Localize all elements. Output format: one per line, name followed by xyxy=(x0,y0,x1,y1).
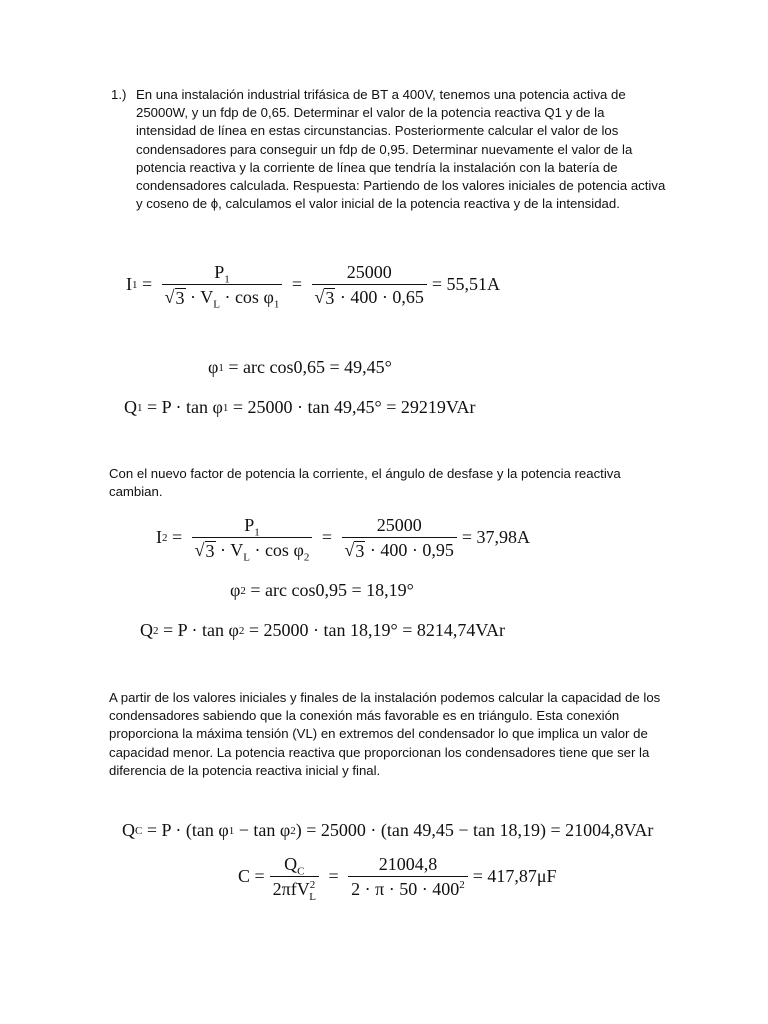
eq-superscript: 2 xyxy=(309,879,316,891)
eq-text: · 400 · 0,95 xyxy=(365,540,454,560)
problem-line: intensidad de línea en estas circunstancias. Posteriormente calcular el valor de los xyxy=(136,123,619,139)
eq-text: 3 xyxy=(325,288,335,308)
eq-subscript: 1 xyxy=(224,273,230,286)
fraction xyxy=(162,262,283,311)
eq-subscript: L xyxy=(243,551,250,564)
eq-text: 2πfV xyxy=(272,879,310,899)
eq-subscript: L xyxy=(213,298,220,311)
paragraph-line: diferencia de la potencia reactiva inicial y final. xyxy=(109,762,381,778)
eq-text: 3 xyxy=(355,541,365,561)
eq-subscript: 1 xyxy=(254,526,260,539)
eq-result: = 37,98A xyxy=(461,527,531,547)
eq-text: 3 xyxy=(175,288,185,308)
eq-symbol: Q xyxy=(124,397,137,417)
fraction xyxy=(312,262,427,307)
paragraph-3 xyxy=(109,689,660,780)
eq-subscript: 1 xyxy=(273,298,280,311)
eq-text: · V xyxy=(185,287,214,307)
eq-subscript: L xyxy=(309,890,316,903)
eq-symbol: φ xyxy=(208,357,219,377)
eq-text: = 25000 · tan 18,19° = 8214,74VAr xyxy=(244,620,506,640)
sqrt-symbol: √ 3 xyxy=(194,540,215,561)
eq-text: P xyxy=(244,515,255,535)
problem-statement xyxy=(136,86,665,213)
problem-number: 1.) xyxy=(111,87,127,102)
eq-text: Q xyxy=(284,854,298,874)
fraction xyxy=(342,515,457,560)
eq-result: = 417,87μF xyxy=(472,866,557,886)
eq-text: = arc cos0,95 = 18,19° xyxy=(245,580,414,600)
eq-text: 25000 xyxy=(376,515,422,535)
problem-line: En una instalación industrial trifásica de BT a 400V, tenemos una potencia activa de xyxy=(136,87,626,102)
paragraph-line: proporciona la máxima tensión (VL) en extremos del condensador lo que implica un valor de xyxy=(109,726,648,742)
fraction xyxy=(270,854,319,903)
equation-i1: I 1 = $P_1$ √ 3 · $V_L \cdot \cos \varphi_1$ = 25000 √ 3 · 400 · 0,65 = 55,51A xyxy=(126,262,501,311)
eq-text: P xyxy=(214,262,225,282)
eq-symbol: I xyxy=(156,527,162,547)
eq-text: = P · (tan φ xyxy=(142,820,229,840)
eq-symbol: I xyxy=(126,274,132,294)
paragraph-line: A partir de los valores iniciales y finales de la instalación podemos calcular la capacidad de los xyxy=(109,690,661,705)
eq-symbol: Q xyxy=(140,620,153,640)
equation-q2: Q 2 = P · tan φ 2 = 25000 · tan 18,19° = 8214,74VAr xyxy=(140,620,506,640)
eq-text: ) = 25000 · (tan 49,45 − tan 18,19) = 21004,8VAr xyxy=(295,820,654,840)
fraction xyxy=(348,854,468,899)
sqrt-symbol: √ 3 xyxy=(164,287,185,308)
equation-q1: Q 1 = P · tan φ 1 = 25000 · tan 49,45° = 29219VAr xyxy=(124,397,476,417)
eq-text: = 25000 · tan 49,45° = 29219VAr xyxy=(228,397,476,417)
eq-subscript: 2 xyxy=(303,551,310,564)
eq-text: 21004,8 xyxy=(378,854,438,874)
eq-superscript: 2 xyxy=(459,879,465,891)
paragraph-line: capacidad menor. La potencia reactiva que proporcionan los condensadores tiene que ser la xyxy=(109,744,650,760)
eq-symbol: φ xyxy=(230,580,241,600)
eq-subscript: C xyxy=(297,865,305,878)
eq-text: · cos φ xyxy=(249,540,304,560)
eq-symbol: C = xyxy=(238,866,265,886)
eq-result: = 55,51A xyxy=(431,274,501,294)
problem-line: condensadores para conseguir un fdp de 0,95. Determinar nuevamente el valor de la xyxy=(136,141,633,157)
eq-text: · 400 · 0,65 xyxy=(335,287,424,307)
paragraph-2 xyxy=(109,465,621,501)
equation-qc: Q C = P · (tan φ 1 − tan φ 2 ) = 25000 · (tan 49,45 − tan 18,19) = 21004,8VAr xyxy=(122,820,654,840)
equation-c: C = $\frac{Q_C}{2\pi fV^2_L}$ = $\frac{21004,8}{2 \cdot \pi \cdot 50 \cdot 400^2}$ = 417,87μF xyxy=(238,854,557,903)
equation-i2: I 2 = $P_1$ √ 3 · $V_L \cdot \cos \varphi_2$ = 25000 √ 3 · 400 · 0,95 = 37,98A xyxy=(156,515,531,564)
paragraph-line: Con el nuevo factor de potencia la corriente, el ángulo de desfase y la potencia reactiva xyxy=(109,466,621,481)
fraction xyxy=(192,515,313,564)
eq-text: = P · tan φ xyxy=(142,397,223,417)
eq-text: 3 xyxy=(205,541,215,561)
eq-text: 2 · π · 50 · 400 xyxy=(351,879,460,899)
equation-phi1: φ 1 = arc cos0,65 = 49,45° xyxy=(208,357,392,377)
eq-symbol: Q xyxy=(122,820,135,840)
problem-line: condensadores calculada. Respuesta: Partiendo de los valores iniciales de potencia activa xyxy=(136,178,666,194)
equation-phi2: φ 2 = arc cos0,95 = 18,19° xyxy=(230,580,414,600)
problem-line: 25000W, y un fdp de 0,65. Determinar el valor de la potencia reactiva Q1 y de la xyxy=(136,105,605,121)
eq-text: · V xyxy=(215,540,244,560)
paragraph-line: condensadores sabiendo que la conexión más favorable es en triángulo. Esta conexión xyxy=(109,708,620,724)
eq-text: 25000 xyxy=(346,262,392,282)
sqrt-symbol: √ 3 xyxy=(314,287,335,308)
problem-line: potencia reactiva y la corriente de línea que tendría la instalación con la batería de xyxy=(136,159,618,175)
eq-text: = arc cos0,65 = 49,45° xyxy=(223,357,392,377)
paragraph-line: cambian. xyxy=(109,484,163,500)
problem-line: y coseno de ϕ, calculamos el valor inicial de la potencia reactiva y de la intensidad. xyxy=(136,196,620,212)
eq-text: = P · tan φ xyxy=(158,620,239,640)
sqrt-symbol: √ 3 xyxy=(344,540,365,561)
eq-text: · cos φ xyxy=(219,287,274,307)
eq-text: − tan φ xyxy=(234,820,291,840)
